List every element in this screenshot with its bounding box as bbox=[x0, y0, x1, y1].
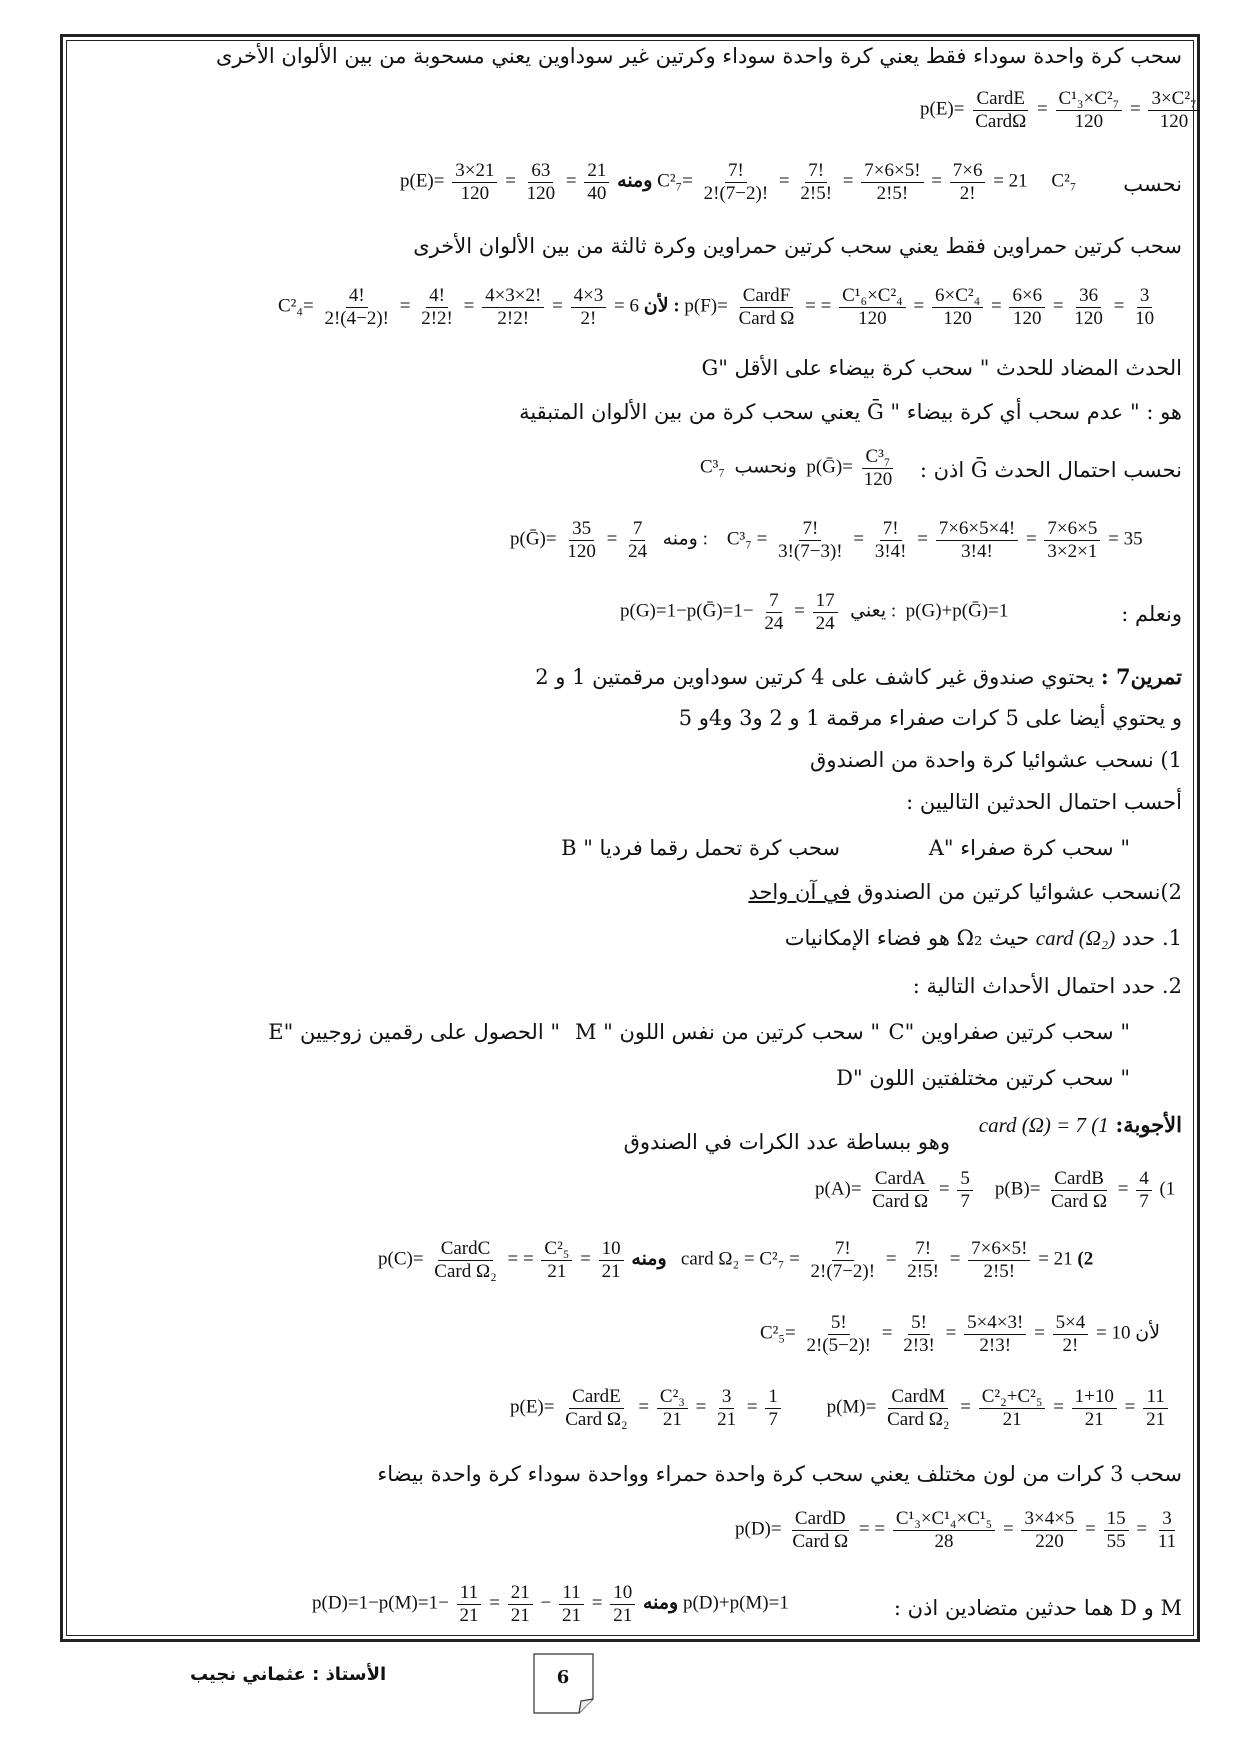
formula-pD: p(D)= $\frac{\text{CardD}}{\text{Card Ω}}$ = = $\frac{\text{C¹₃×C¹₄×C¹₅}}{28}$ = $\frac{3\times 4\times 5}{220}$ = $\frac{15}{55}$ = $\frac{3}{11}$ bbox=[735, 1508, 1177, 1552]
event-A: " سحب كرة صفراء "A bbox=[928, 836, 1130, 860]
event-D: " سحب كرتين مختلفتين اللون "D bbox=[836, 1066, 1130, 1090]
formula-pC: p(C)= $\frac{\text{CardC}}{\text{Card Ω₂}}$ = = $\frac{\text{C²₅}}{21}$ = $\frac{10}{21}$ ومنه card Ω₂ = C²₇ = $\frac{7!}{2!(7-2)!}$ = $\frac{7!}{2!5!}$ = $\frac{7\times 6\times 5!}{2!5!}$ = 21 (2 bbox=[378, 1238, 1094, 1282]
line-different-colors: سحب 3 كرات من لون مختلف يعني سحب كرة واحدة حمراء وواحدة سوداء كرة واحدة بيضاء bbox=[377, 1462, 1182, 1486]
event-C: " سحب كرتين صفراوين "C bbox=[888, 1020, 1130, 1044]
formula-pE-result: p(E)= $\frac{3\times 21}{120}$ = $\frac{63}{120}$ = $\frac{21}{40}$ ومنه C²₇= $\frac{7!}{2!(7-2)!}$ = $\frac{7!}{2!5!}$ = $\frac{7\times 6\times 5!}{2!5!}$ = $\frac{7\times 6}{2!}$ = 21 C²₇ bbox=[400, 160, 1077, 204]
exercise-7-q1: 1) نسحب عشوائيا كرة واحدة من الصندوق bbox=[810, 748, 1182, 772]
line-complementary: M و D هما حدثين متضادين اذن : bbox=[893, 1596, 1182, 1620]
answers-card-omega-note: وهو ببساطة عدد الكرات في الصندوق bbox=[623, 1130, 950, 1154]
formula-pF: C²₄= $\frac{4!}{2!(4-2)!}$ = $\frac{4!}{2!2!}$ = $\frac{4\times 3\times 2!}{2!2!}$ = $\frac{4\times 3}{2!}$ = 6 لأن : p(F)= $\frac{\text{CardF}}{\text{Card Ω}}$ = = $\frac{\text{C¹₆×C²₄}}{120}$ = $\frac{\text{6×C²₄}}{120}$ = $\frac{6\times 6}{120}$ = $\frac{36}{120}$ = $\frac{3}{10}$ bbox=[278, 285, 1155, 329]
line-compute-G: نحسب احتمال الحدث Ḡ اذن : bbox=[919, 458, 1182, 482]
line-compute-label: نحسب bbox=[1123, 172, 1182, 196]
exercise-7-q2-2: 2. حدد احتمال الأحداث التالية : bbox=[912, 974, 1182, 998]
exercise-7-q2-1: 1. حدد card (Ω₂) حيث Ω₂ هو فضاء الإمكانيات bbox=[784, 926, 1182, 950]
line-complement-desc: هو : " عدم سحب أي كرة بيضاء " Ḡ يعني سحب كرة من بين الألوان المتبقية bbox=[519, 400, 1182, 424]
page-number: 6 bbox=[556, 1667, 570, 1688]
formula-pGbar-def: C³₇ ونحسب p(Ḡ)= $\frac{\text{C³₇}}{120}$ bbox=[700, 446, 893, 490]
formula-pE-pM: p(E)= $\frac{\text{CardE}}{\text{Card Ω₂}}$ = $\frac{\text{C²₃}}{21}$ = $\frac{3}{21}$ = $\frac{1}{7}$ p(M)= $\frac{\text{CardM}}{\text{Card Ω₂}}$ = $\frac{\text{C²₂+C²₅}}{21}$ = $\frac{1+10}{21}$ = $\frac{11}{21}$ bbox=[510, 1386, 1171, 1431]
formula-pG: p(G)=1−p(Ḡ)=1− $\frac{7}{24}$ = $\frac{17}{24}$ يعني : p(G)+p(Ḡ)=1 bbox=[620, 590, 1009, 634]
exercise-7-intro: تمرين7 : يحتوي صندوق غير كاشف على 4 كرتين سوداوين مرقمتين 1 و 2 bbox=[535, 664, 1182, 689]
answers-title: الأجوبة: card (Ω) = 7 (1 bbox=[978, 1112, 1182, 1137]
teacher-name: الأستاذ : عثماني نجيب bbox=[190, 1664, 387, 1685]
event-E: " الحصول على رقمين زوجيين "E bbox=[268, 1020, 560, 1044]
line-complement-event: الحدث المضاد للحدث " سحب كرة بيضاء على الأقل "G bbox=[701, 356, 1182, 380]
event-B: سحب كرة تحمل رقما فرديا " B bbox=[561, 836, 840, 860]
exercise-7-yellow: و يحتوي أيضا على 5 كرات صفراء مرقمة 1 و 2 و3 و4و 5 bbox=[678, 706, 1182, 730]
formula-pD-final: p(D)=1−p(M)=1− $\frac{11}{21}$ = $\frac{21}{21}$ − $\frac{11}{21}$ = $\frac{10}{21}$ ومنه p(D)+p(M)=1 bbox=[312, 1582, 789, 1626]
formula-pGbar-result: p(Ḡ)= $\frac{35}{120}$ = $\frac{7}{24}$ ومنه : C³₇ = $\frac{7!}{3!(7-3)!}$ = $\frac{7!}{3!4!}$ = $\frac{7\times 6\times 5\times 4!}{3!4!}$ = $\frac{7\times 6\times 5}{3\times 2\times 1}$ = 35 bbox=[510, 518, 1143, 562]
line-we-know: ونعلم : bbox=[1121, 602, 1182, 626]
line-black-ball: سحب كرة واحدة سوداء فقط يعني كرة واحدة سوداء وكرتين غير سوداوين يعني مسحوبة من بين الألوان الأخرى bbox=[215, 44, 1182, 68]
formula-pE-def: p(E)= $\frac{\text{CardE}}{\text{CardΩ}}$ = $\frac{\text{C¹₃×C²₇}}{120}$ = $\frac{\text{3×C²₇}}{120}$ bbox=[920, 88, 1203, 133]
page-number-box bbox=[533, 1653, 601, 1715]
exercise-7-q1-instr: أحسب احتمال الحدثين التاليين : bbox=[906, 790, 1182, 814]
line-red-balls: سحب كرتين حمراوين فقط يعني سحب كرتين حمراوين وكرة ثالثة من بين الألوان الأخرى bbox=[413, 234, 1182, 258]
formula-pA-pB: p(A)= $\frac{\text{CardA}}{\text{Card Ω}}$ = $\frac{5}{7}$ p(B)= $\frac{\text{CardB}}{\text{Card Ω}}$ = $\frac{4}{7}$ (1 bbox=[815, 1168, 1176, 1212]
event-M: " سحب كرتين من نفس اللون " M bbox=[574, 1020, 880, 1044]
formula-C25: C²₅= $\frac{5!}{2!(5-2)!}$ = $\frac{5!}{2!3!}$ = $\frac{5\times 4\times 3!}{2!3!}$ = $\frac{5\times 4}{2!}$ = 10 لأن bbox=[760, 1312, 1161, 1356]
exercise-7-q2: 2)نسحب عشوائيا كرتين من الصندوق في آن واحد bbox=[748, 880, 1182, 904]
